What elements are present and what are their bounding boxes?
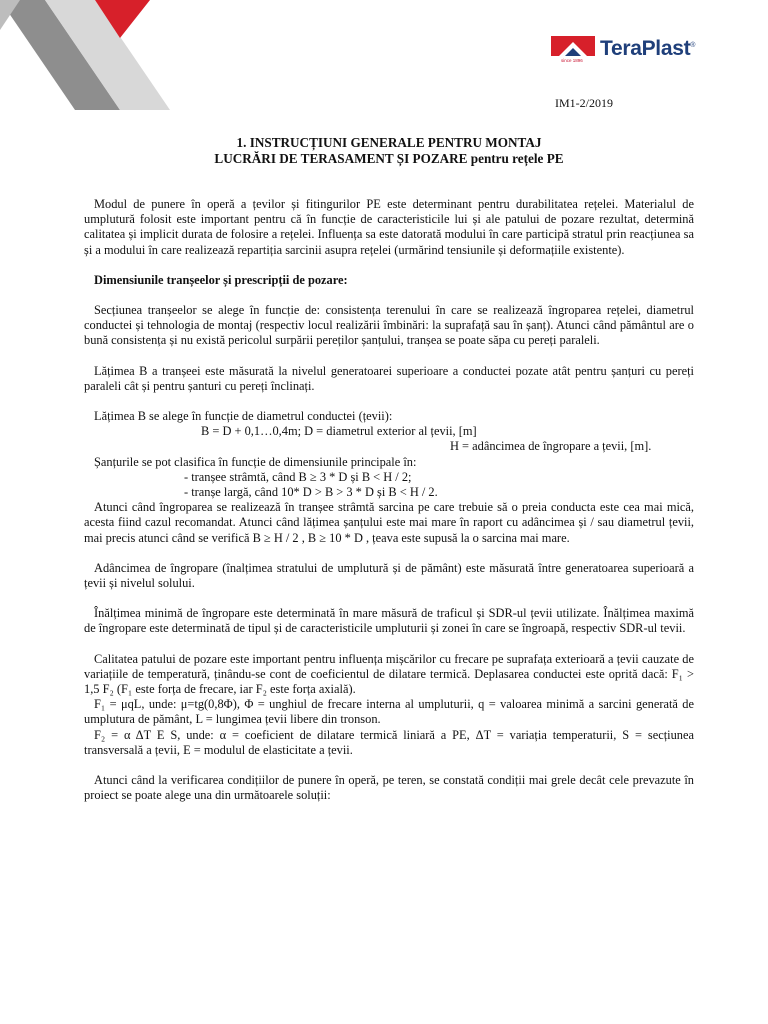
paragraph-11: F₂ = α ΔT E S, unde: α = coeficient de dilatare termică liniară a PE, ΔT = variația temperaturii, S = secțiunea transversală a țevii, E = modulul de elasticitate a țevii. (84, 727, 694, 757)
paragraph-2: Secțiunea tranșeelor se alege în funcție de: consistența terenului în care se realizează îngroparea rețelei, diametrul conductei și tehnologia de montaj (respectiv locul realizării îmbinări: la suprafață sau în șanț). Atunci când pământul are o bună consistența și nu există pericolul surpării pereților șanțului, tranșea se poate săpa cu pereți paraleli. (84, 303, 694, 348)
formula-2: H = adâncimea de îngropare a țevii, [m]. (450, 439, 652, 454)
bullet-2: - tranșe largă, când 10* D > B > 3 * D și B < H / 2. (184, 485, 438, 500)
corner-decoration (0, 0, 170, 110)
logo-since: since 1896 (561, 58, 583, 63)
title-line-2: LUCRĂRI DE TERASAMENT ȘI POZARE pentru rețele PE (214, 151, 564, 166)
brand-name: TeraPlast® (600, 37, 696, 60)
section-heading: Dimensiunile tranșeelor și prescripții de pozare: (94, 272, 348, 287)
paragraph-12: Atunci când la verificarea condițiilor de punere în operă, pe teren, se constată condiții mai grele decât cele prevazute în proiect se poate alege una din următoarele soluții: (84, 773, 694, 803)
paragraph-3: Lățimea B a tranșeei este măsurată la nivelul generatoarei superioare a conductei pozate atât pentru șanțuri cu pereți paraleli cât și pentru șanturi cu pereți înclinați. (84, 363, 694, 393)
paragraph-5: Șanțurile se pot clasifica în funcție de dimensiunile principale în: (94, 454, 417, 469)
title-line-1: 1. INSTRUCȚIUNI GENERALE PENTRU MONTAJ (236, 135, 542, 150)
formula-1: B = D + 0,1…0,4m; D = diametrul exterior al țevii, [m] (201, 424, 477, 439)
paragraph-6: Atunci când îngroparea se realizează în tranșee strâmtă sarcina pe care trebuie să o preia conducta este cea mai mică, acesta fiind cazul recomandat. Atunci când lățimea șanțului este mai mare în raport cu adâncimea și / sau diametrul țevii, mai precis atunci când se verifică B ≥ H / 2 , B ≥ 10 * D , țeava este supusă la o sarcina mai mare. (84, 500, 694, 545)
teraplast-logo (549, 34, 695, 64)
paragraph-7: Adâncimea de îngropare (înalțimea stratului de umplutură și de pământ) este măsurată între generatoarea superioară a țevii și nivelul solului. (84, 560, 694, 591)
document-reference: IM1-2/2019 (555, 96, 613, 110)
paragraph-4: Lățimea B se alege în funcție de diametrul conductei (țevii): (94, 409, 393, 424)
bullet-1: - tranșee strâmtă, când B ≥ 3 * D și B < H / 2; (184, 469, 412, 484)
document-body (84, 135, 694, 804)
paragraph-10: F₁ = μqL, unde: μ=tg(0,8Φ), Φ = unghiul de frecare interna al umpluturii, q = valoarea minimă a sarcini generată de umplutura de pământ, L = lungimea țevii libere din tronson. (84, 697, 694, 727)
paragraph-9: Calitatea patului de pozare este important pentru influența mișcărilor cu frecare pe suprafața exterioară a țevii cauzate de variațiile de temperatură, ținându-se cont de coeficientul de dilatare termică. Deplasarea conductei este oprită dacă: F₁ > 1,5 F₂ (F₁ este forța de frecare, iar F₂ este forța axială). (84, 651, 694, 697)
paragraph-1: Modul de punere în operă a țevilor și fitingurilor PE este determinant pentru durabilitatea rețelei. Materialul de umplutură folosit este important pentru că în funcție de caracteristicile lui și ale patului de pozare rezultat, determină calitatea și implicit durata de folosire a rețelei. Influența sa este datorată modului în care participă stratul prin reacțiunea sa și a modului în care realizează repartiția sarcinii asupra rețelei (urmărind tensiunile și deformațiile existente). (84, 197, 694, 257)
paragraph-8: Înălțimea minimă de îngropare este determinată în mare măsură de traficul și SDR-ul țevii utilizate. Înălțimea maximă de îngropare este determinată de tipul și de caracteristicile umpluturii și zonei în care se îngroapă, respectiv SDR-ul tevii. (84, 606, 694, 636)
